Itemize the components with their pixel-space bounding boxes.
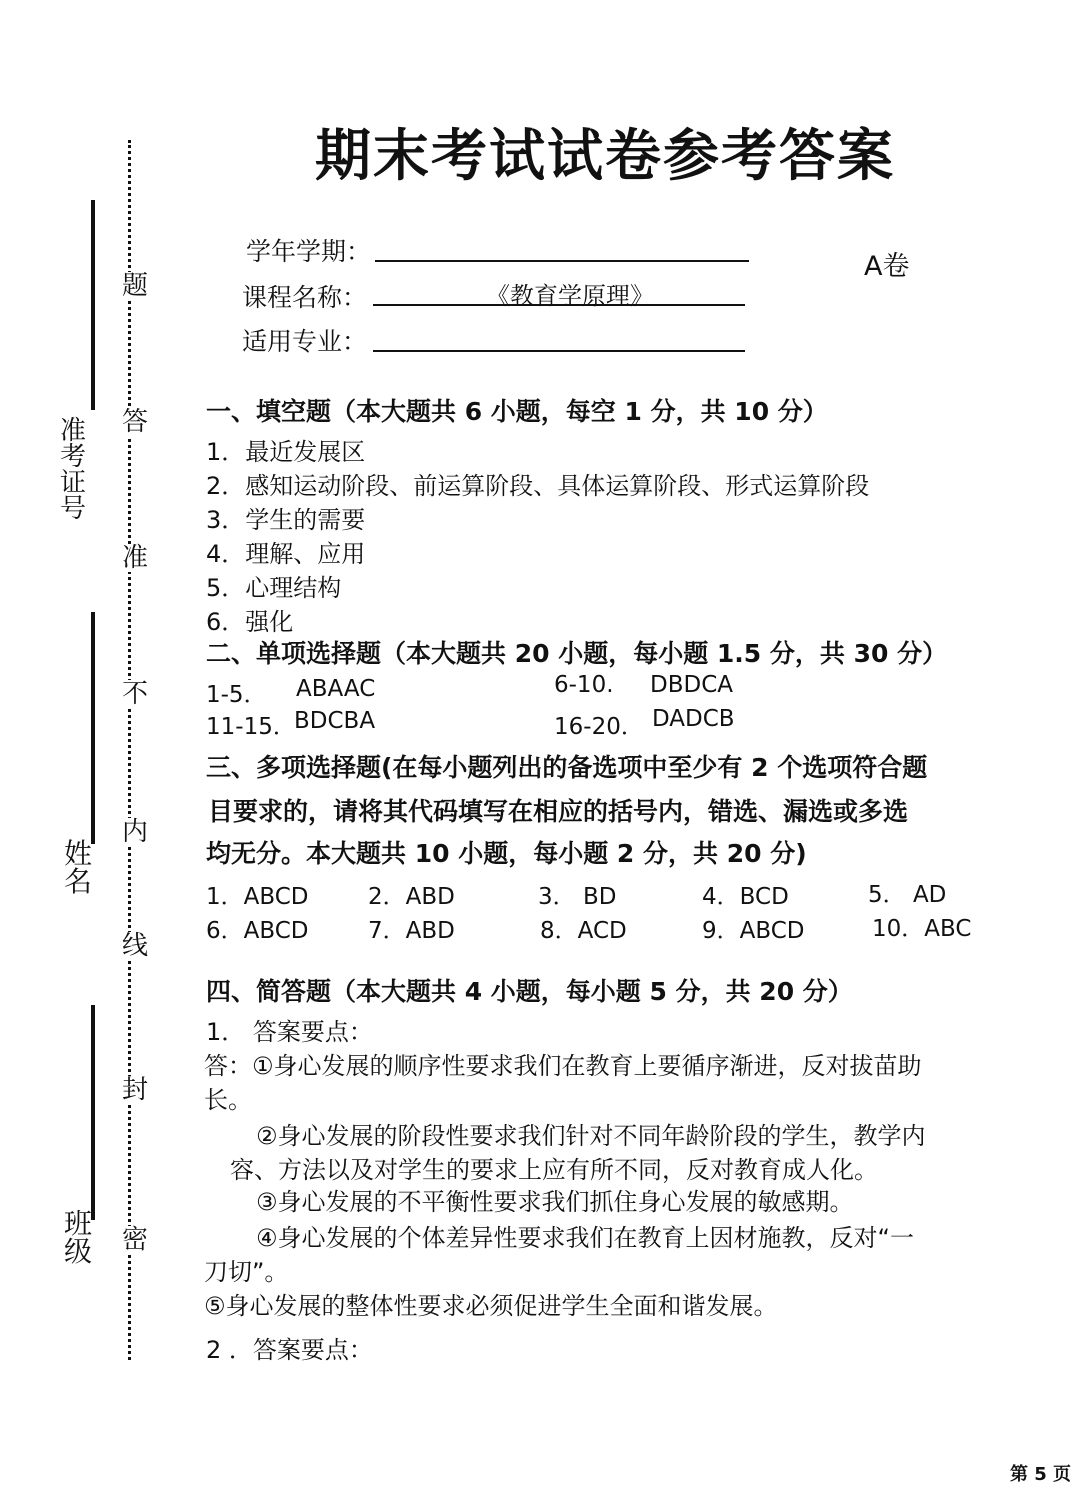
sec3-answer-3: 3． BD	[538, 884, 617, 910]
name-label: 姓名	[64, 837, 93, 898]
seal-char-8: 密	[122, 1225, 149, 1255]
sec1-item-2: 2．感知运动阶段、前运算阶段、具体运算阶段、形式运算阶段	[206, 472, 870, 500]
seal-char-5: 内	[122, 817, 149, 847]
seal-dotted-line	[128, 140, 131, 1360]
page-title: 期末考试试卷参考答案	[315, 124, 895, 189]
sec4-q1-label: 1． 答案要点：	[206, 1018, 373, 1046]
section3-heading-line1: 三、多项选择题(在每小题列出的备选项中至少有 2 个选项符合题	[206, 753, 928, 782]
volume-label: A卷	[864, 251, 910, 282]
class-label: 班级	[64, 1207, 93, 1268]
sec4-q1-line7: 刀切”。	[204, 1258, 289, 1286]
exam-number-label: 准考证号	[60, 416, 87, 524]
sec1-item-1: 1．最近发展区	[206, 438, 366, 466]
sec2-value-2: DBDCA	[650, 672, 733, 698]
section1-heading: 一、填空题（本大题共 6 小题，每空 1 分，共 10 分）	[206, 397, 828, 426]
sec4-q1-line6: ④身心发展的个体差异性要求我们在教育上因材施教，反对“一	[256, 1224, 914, 1252]
sec4-q1-line2: 长。	[204, 1086, 252, 1114]
sec2-range-3: 11-15．	[206, 714, 296, 740]
seal-char-1: 题	[122, 271, 149, 301]
binding-line-middle	[91, 612, 95, 844]
page-number: 第 5 页	[1010, 1464, 1072, 1485]
sec2-range-2: 6-10.	[554, 672, 614, 698]
sec4-q1-line3: ②身心发展的阶段性要求我们针对不同年龄阶段的学生，教学内	[256, 1122, 926, 1150]
sec3-answer-4: 4．BCD	[702, 884, 789, 910]
sec3-answer-1: 1．ABCD	[206, 884, 309, 910]
course-label: 课程名称：	[242, 283, 368, 312]
major-label: 适用专业：	[242, 327, 368, 356]
sec4-q1-line8: ⑤身心发展的整体性要求必须促进学生全面和谐发展。	[204, 1292, 778, 1320]
sec4-q1-line1: 答：①身心发展的顺序性要求我们在教育上要循序渐进，反对拔苗助	[204, 1052, 922, 1080]
binding-line-bottom	[91, 1005, 95, 1220]
sec1-item-5: 5．心理结构	[206, 574, 342, 602]
section4-heading: 四、简答题（本大题共 4 小题，每小题 5 分，共 20 分）	[206, 977, 853, 1006]
sec1-item-4: 4．理解、应用	[206, 540, 366, 568]
sec4-q2-label: 2 ．答案要点：	[206, 1336, 373, 1364]
major-field	[373, 320, 745, 352]
sec2-range-4: 16-20．	[554, 714, 644, 740]
sec2-value-1: ABAAC	[296, 676, 376, 702]
binding-line-top	[91, 200, 95, 410]
sec2-value-4: DADCB	[652, 706, 735, 732]
sec3-answer-7: 7．ABD	[368, 918, 455, 944]
sec3-answer-8: 8．ACD	[540, 918, 627, 944]
sec1-item-3: 3．学生的需要	[206, 506, 366, 534]
sec3-answer-9: 9．ABCD	[702, 918, 805, 944]
seal-char-2: 答	[122, 407, 149, 437]
sec3-answer-6: 6．ABCD	[206, 918, 309, 944]
sec4-q1-line5: ③身心发展的不平衡性要求我们抓住身心发展的敏感期。	[256, 1188, 854, 1216]
sec4-q1-line4: 容、方法以及对学生的要求上应有所不同，反对教育成人化。	[230, 1156, 878, 1184]
sec3-answer-10: 10．ABC	[872, 916, 972, 942]
seal-char-4: 不	[122, 679, 149, 709]
sec2-range-1: 1-5．	[206, 682, 267, 708]
seal-char-3: 准	[122, 543, 149, 573]
section3-heading-line3: 均无分。本大题共 10 小题，每小题 2 分，共 20 分)	[206, 839, 807, 868]
term-label: 学年学期：	[246, 237, 372, 266]
sec3-answer-2: 2．ABD	[368, 884, 455, 910]
section3-heading-line2: 目要求的，请将其代码填写在相应的括号内，错选、漏选或多选	[208, 797, 909, 826]
sec1-item-6: 6．强化	[206, 608, 294, 636]
sec2-value-3: BDCBA	[294, 708, 376, 734]
seal-char-7: 封	[122, 1075, 149, 1105]
seal-char-6: 线	[122, 931, 149, 961]
course-value: 《教育学原理》	[486, 282, 654, 310]
term-field	[375, 230, 749, 262]
section2-heading: 二、单项选择题（本大题共 20 小题，每小题 1.5 分，共 30 分）	[206, 639, 948, 668]
sec3-answer-5: 5． AD	[868, 882, 947, 908]
